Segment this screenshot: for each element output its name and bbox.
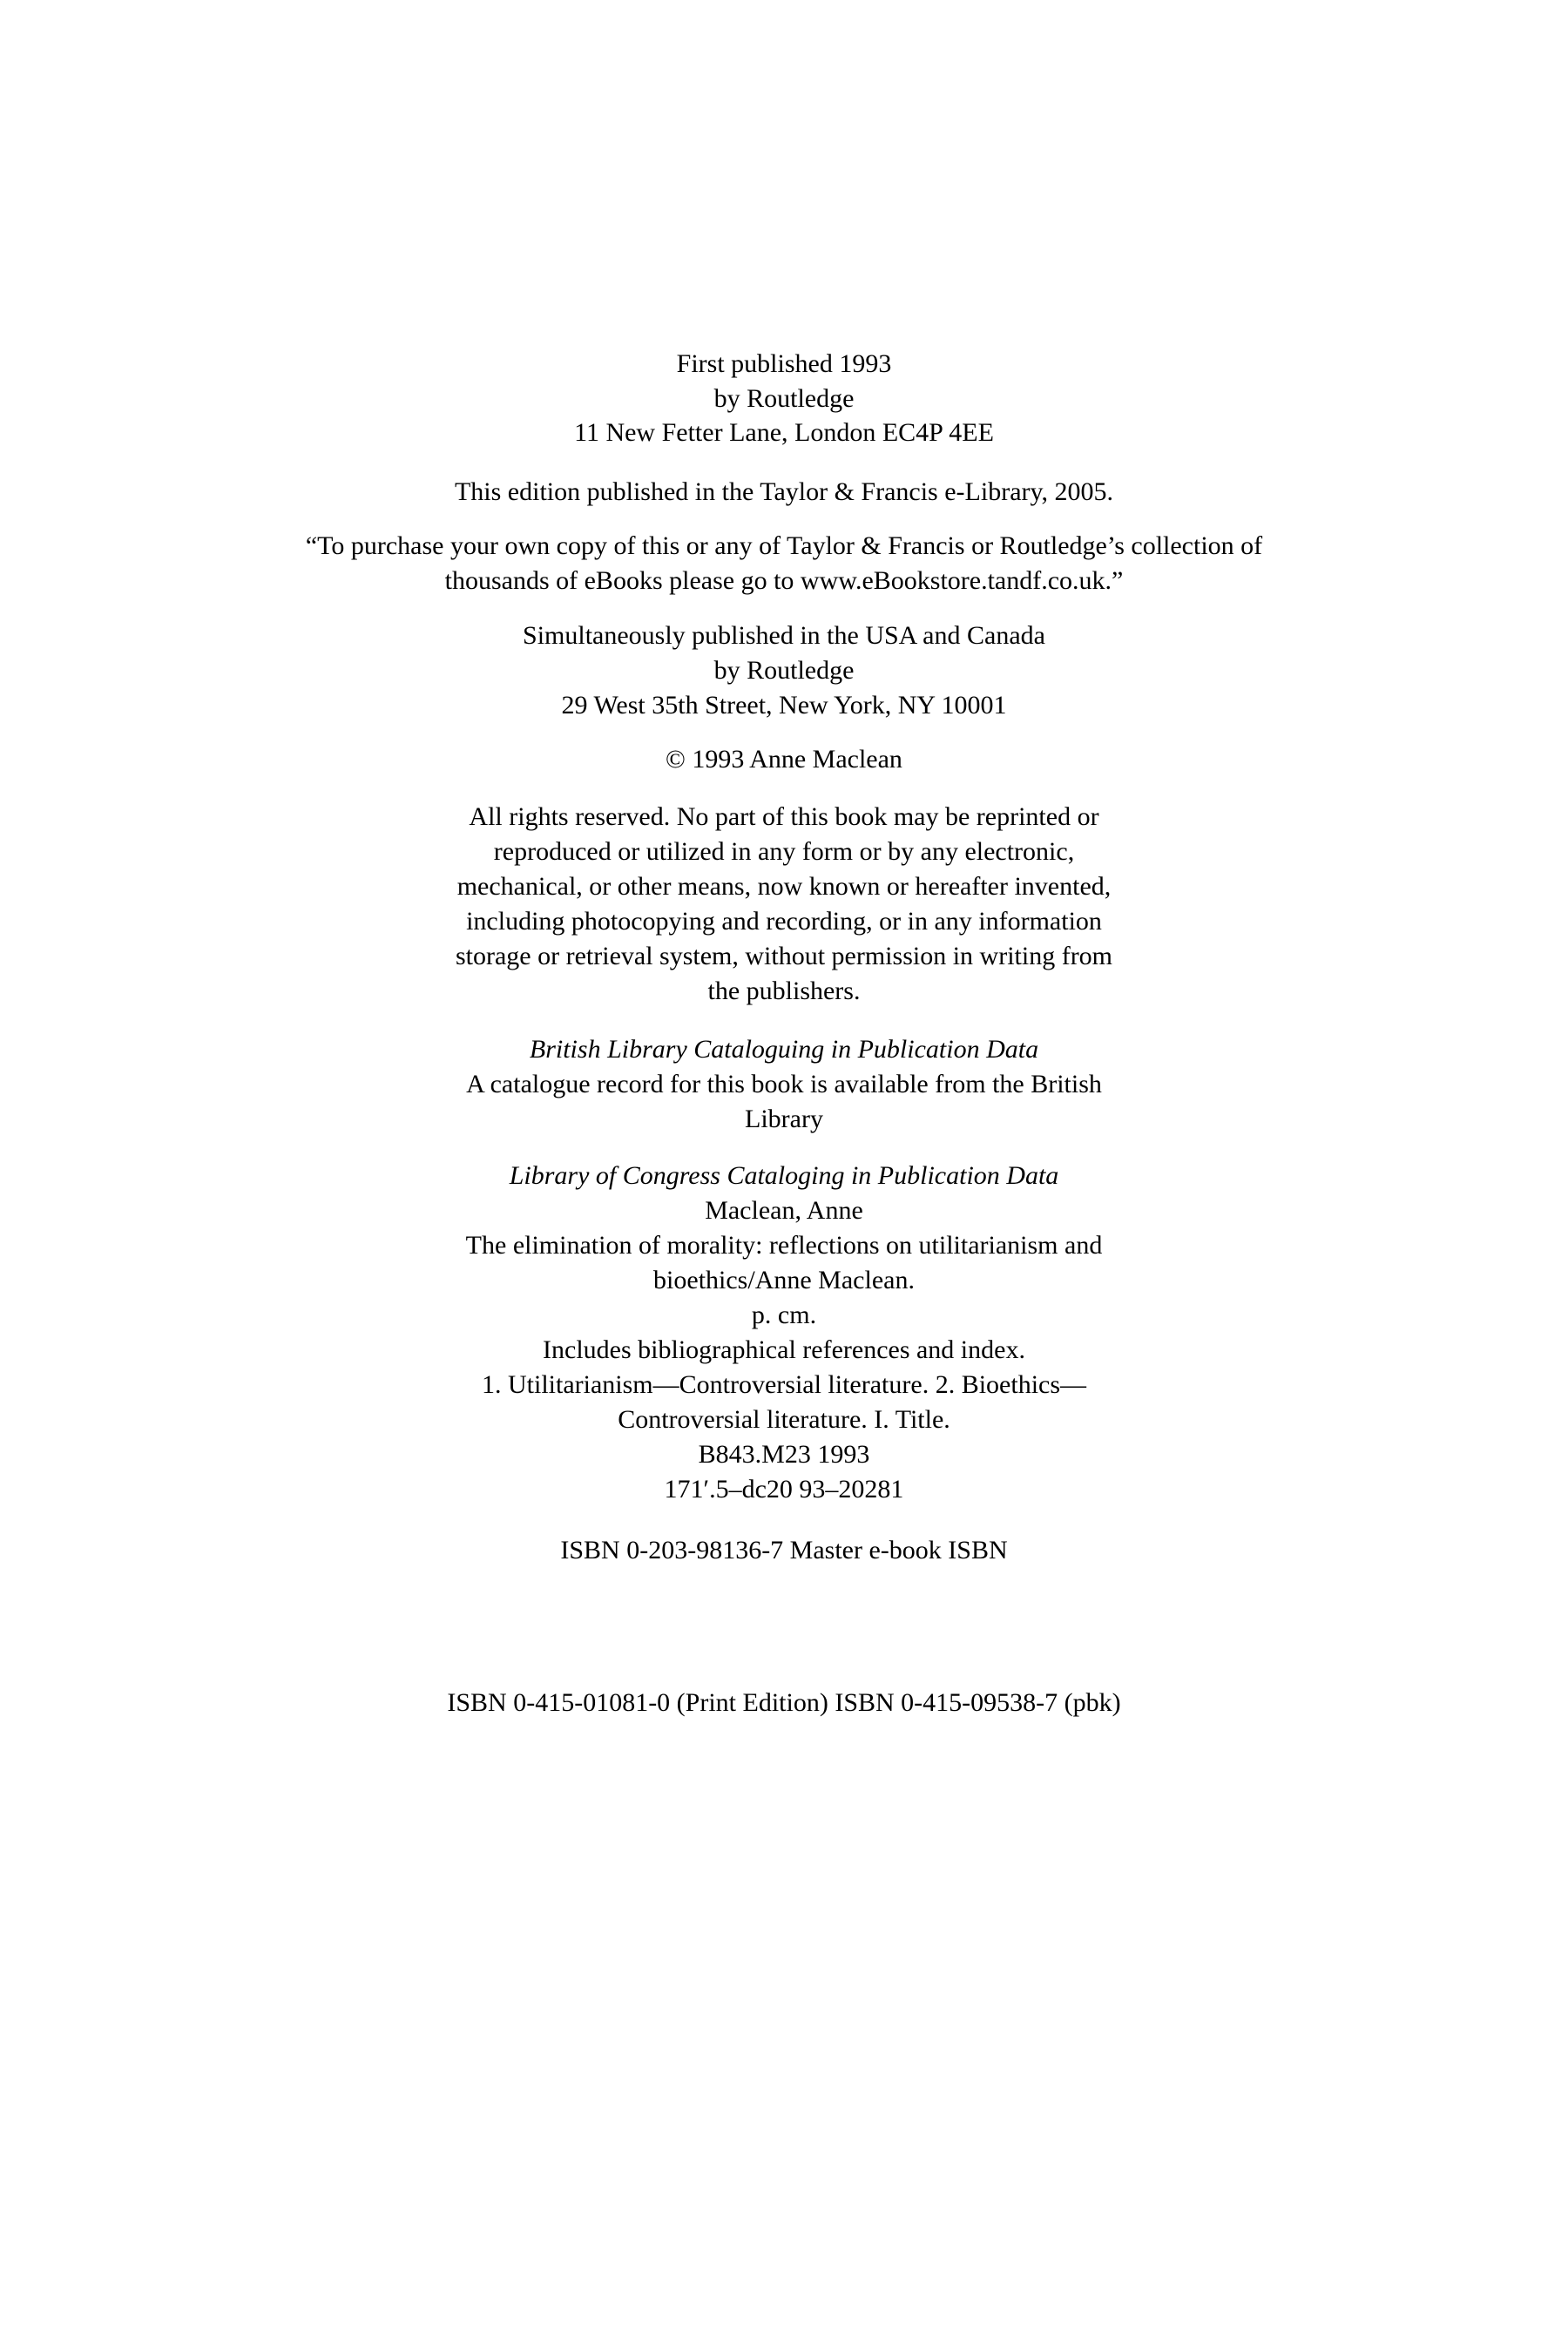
loc-classification: 171′.5–dc20 93–20281 <box>664 1475 904 1504</box>
purchase-note-line-2: thousands of eBooks please go to www.eBookstore.tandf.co.uk.” <box>444 566 1124 595</box>
loc-subjects-line-1: 1. Utilitarianism—Controversial literature. 2. Bioethics— <box>481 1370 1087 1399</box>
rights-line-2: reproduced or utilized in any form or by any electronic, <box>493 837 1075 866</box>
loc-author: Maclean, Anne <box>705 1196 863 1225</box>
british-library-line-2: Library <box>745 1105 823 1133</box>
rights-line-3: mechanical, or other means, now known or hereafter invented, <box>456 872 1112 901</box>
isbn-print: ISBN 0-415-01081-0 (Print Edition) ISBN 0-415-09538-7 (pbk) <box>447 1688 1121 1717</box>
usa-canada-address: 29 West 35th Street, New York, NY 10001 <box>561 691 1007 720</box>
rights-line-4: including photocopying and recording, or in any information <box>466 907 1102 936</box>
british-library-heading: British Library Cataloguing in Publication Data <box>529 1035 1039 1064</box>
loc-title-line-1: The elimination of morality: reflections on utilitarianism and <box>465 1231 1103 1260</box>
rights-line-5: storage or retrieval system, without permission in writing from <box>455 942 1113 970</box>
loc-call-number: B843.M23 1993 <box>698 1440 870 1469</box>
loc-title-line-2: bioethics/Anne Maclean. <box>653 1266 915 1294</box>
publisher-line: by Routledge <box>713 384 855 413</box>
loc-includes: Includes bibliographical references and index. <box>543 1335 1025 1364</box>
usa-canada-line-2: by Routledge <box>713 656 855 685</box>
copyright-line: © 1993 Anne Maclean <box>666 745 902 774</box>
rights-line-6: the publishers. <box>707 977 861 1005</box>
purchase-note-line-1: “To purchase your own copy of this or any of Taylor & Francis or Routledge’s collection of <box>305 531 1263 560</box>
rights-line-1: All rights reserved. No part of this book may be reprinted or <box>469 802 1099 831</box>
ebook-edition-line: This edition published in the Taylor & Francis e-Library, 2005. <box>454 477 1114 506</box>
loc-pages: p. cm. <box>751 1301 817 1329</box>
loc-heading: Library of Congress Cataloging in Publication Data <box>509 1161 1059 1190</box>
publisher-address: 11 New Fetter Lane, London EC4P 4EE <box>574 418 994 447</box>
first-published-line: First published 1993 <box>676 349 892 378</box>
british-library-line-1: A catalogue record for this book is available from the British <box>466 1070 1102 1098</box>
isbn-master: ISBN 0-203-98136-7 Master e-book ISBN <box>560 1536 1008 1565</box>
usa-canada-line-1: Simultaneously published in the USA and Canada <box>523 621 1045 650</box>
loc-subjects-line-2: Controversial literature. I. Title. <box>618 1405 950 1434</box>
